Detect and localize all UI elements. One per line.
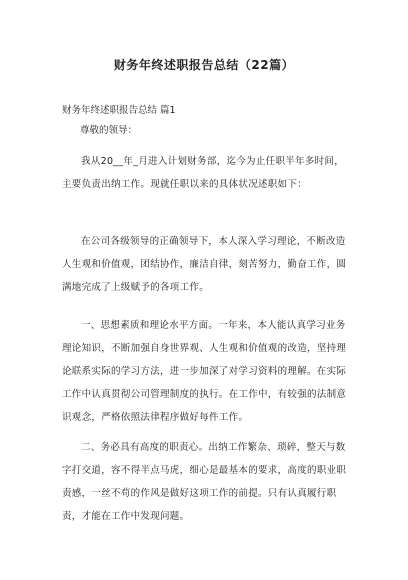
paragraph-text: 二、务必具有高度的职责心。出纳工作繁杂、琐碎，整天与数字打交道，容不得半点马虎，细心是最基本的要求，高度的职业职责感，一丝不苟的作风是做好这项工作的前提。只有认真履行职责，才能在工作中发现问题。 — [62, 442, 347, 522]
paragraph-intro — [62, 150, 348, 196]
paragraph-text: 一、思想素质和理论水平方面。一年来，本人能认真学习业务理论知识，不断加强自身世界观、人生观和价值观的改造，坚持理论联系实际的学习方法，进一步加深了对学习资料的理解。在实际工作中认真贯彻公司管理制度的执行。在工作中，有较强的法制意识观念，严格依照法律程序做好每件工作。 — [62, 320, 347, 423]
paragraph-section-2 — [62, 436, 348, 528]
paragraph-section-1 — [62, 314, 348, 429]
document-title: 财务年终述职报告总结（22篇） — [113, 58, 295, 72]
paragraph-summary — [62, 230, 348, 299]
paragraph-text: 在公司各级领导的正确领导下，本人深入学习理论，不断改造人生观和价值观，团结协作，廉洁自律，刻苦努力，勤奋工作，圆满地完成了上级赋予的各项工作。 — [62, 236, 347, 293]
salutation: 尊敬的领导： — [80, 125, 138, 136]
document-subtitle: 财务年终述职报告总结 篇1 — [62, 105, 176, 116]
paragraph-text: 我从20__年_月进入计划财务部，迄今为止任职半年多时间，主要负责出纳工作。现就任职以来的具体状况述职如下： — [62, 156, 345, 190]
